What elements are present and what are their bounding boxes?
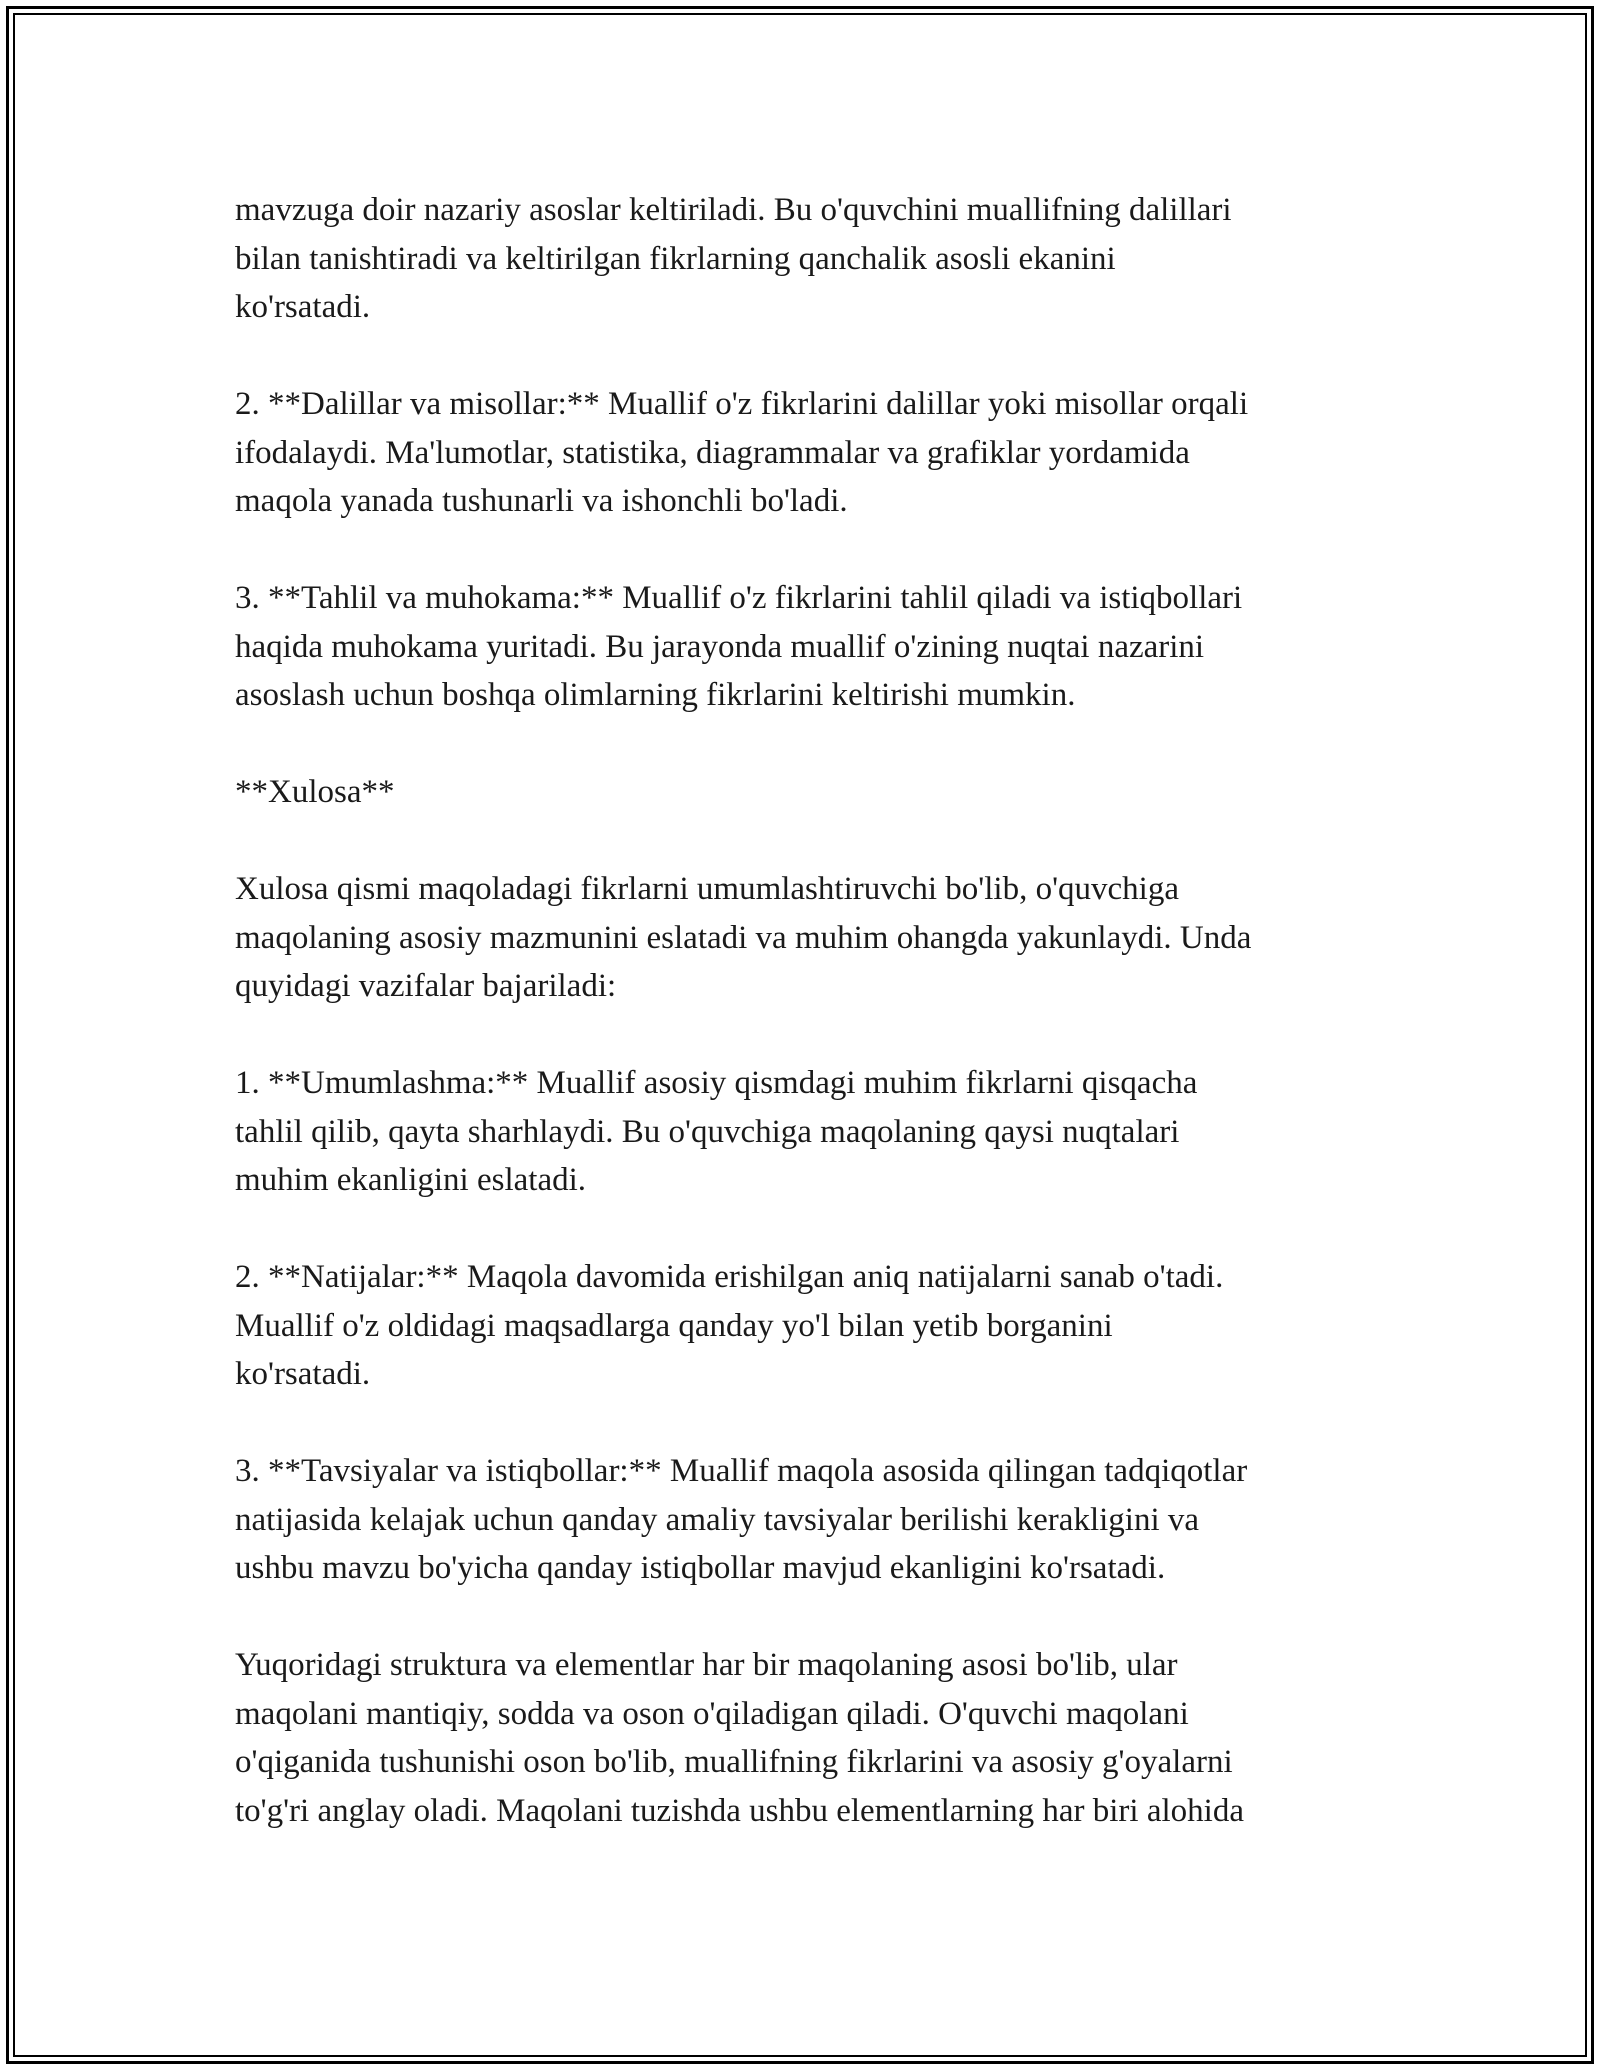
section-heading-conclusion: **Xulosa** (235, 774, 395, 810)
paragraph-recommendations: 3. **Tavsiyalar va istiqbollar:** Muallif maqola asosida qilingan tadqiqotlar natijasida kelajak uchun qanday amaliy tavsiyalar berilishi kerakligini va ushbu mavzu bo'yicha qanday istiqbollar mavjud ekanligini ko'rsatadi. (235, 1453, 1248, 1586)
paragraph-analysis-discussion: 3. **Tahlil va muhokama:** Muallif o'z fikrlarini tahlil qiladi va istiqbollari haqida muhokama yuritadi. Bu jarayonda muallif o'zining nuqtai nazarini asoslash uchun boshqa olimlarning fikrlarini keltirishi mumkin. (235, 580, 1243, 713)
paragraph-conclusion-intro: Xulosa qismi maqoladagi fikrlarni umumlashtiruvchi bo'lib, o'quvchiga maqolaning asosiy mazmunini eslatadi va muhim ohangda yakunlaydi. Unda quyidagi vazifalar bajariladi: (235, 871, 1252, 1004)
paragraph-summary: 1. **Umumlashma:** Muallif asosiy qismdagi muhim fikrlarni qisqacha tahlil qilib, qayta sharhlaydi. Bu o'quvchiga maqolaning qaysi nuqtalari muhim ekanligini eslatadi. (235, 1065, 1198, 1198)
paragraph-closing: Yuqoridagi struktura va elementlar har bir maqolaning asosi bo'lib, ular maqolani mantiqiy, sodda va oson o'qiladigan qiladi. O'quvchi maqolani o'qiganida tushunishi oson bo'lib, muallifning fikrlarini va asosiy g'oyalarni to'g'ri anglay oladi. Maqolani tuzishda ushbu elementlarning har biri alohida (235, 1647, 1244, 1829)
paragraph-results: 2. **Natijalar:** Maqola davomida erishilgan aniq natijalarni sanab o'tadi. Muallif o'z oldidagi maqsadlarga qanday yo'l bilan yetib borganini ko'rsatadi. (235, 1259, 1224, 1392)
paragraph-theory-continuation: mavzuga doir nazariy asoslar keltiriladi. Bu o'quvchini muallifning dalillari bilan tanishtiradi va keltirilgan fikrlarning qanchalik asosli ekanini ko'rsatadi. (235, 192, 1232, 325)
document-body (235, 186, 1395, 1835)
paragraph-evidence-examples: 2. **Dalillar va misollar:** Muallif o'z fikrlarini dalillar yoki misollar orqali ifodalaydi. Ma'lumotlar, statistika, diagrammalar va grafiklar yordamida maqola yanada tushunarli va ishonchli bo'ladi. (235, 386, 1249, 519)
